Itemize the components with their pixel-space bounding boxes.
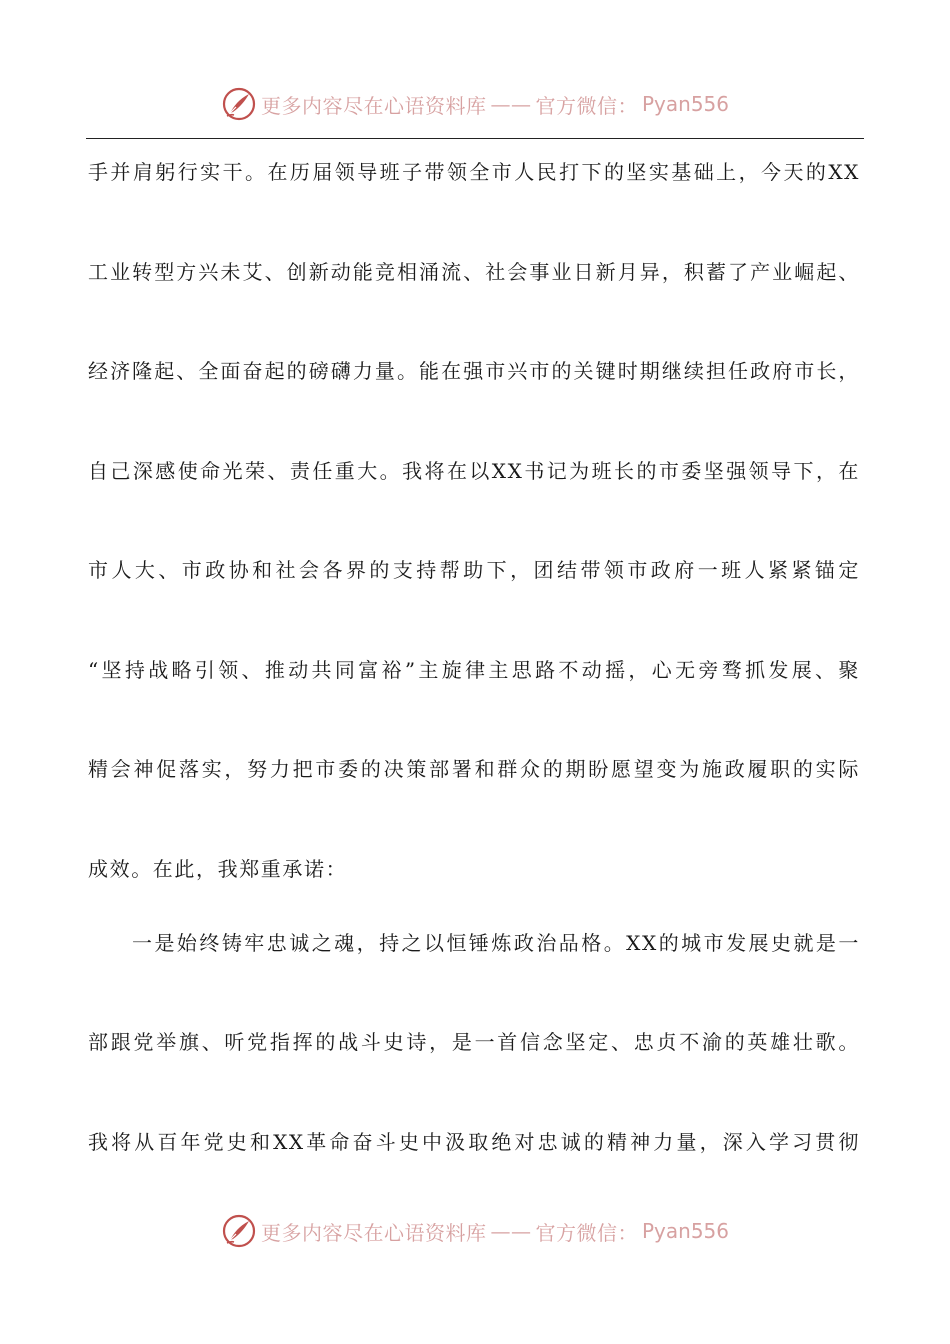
header-banner-content xyxy=(221,86,729,122)
header-banner-text: 更多内容尽在心语资料库 xyxy=(260,93,487,118)
footer-banner-wechat-label: 官方微信： xyxy=(535,1220,638,1245)
text-line: 部跟党举旗、听党指挥的战斗史诗，是一首信念坚定、忠贞不渝的英雄壮歌。 xyxy=(88,1030,860,1054)
text-line: 自己深感使命光荣、责任重大。我将在以XX书记为班长的市委坚强领导下，在 xyxy=(88,458,860,483)
footer-banner-content xyxy=(221,1213,729,1249)
quill-logo-icon xyxy=(221,1213,257,1249)
text-line: 精会神促落实，努力把市委的决策部署和群众的期盼愿望变为施政履职的实际 xyxy=(88,757,860,781)
paragraph-first-line: 一是始终铸牢忠诚之魂，持之以恒锤炼政治品格。XX的城市发展史就是一 xyxy=(132,930,860,955)
footer-banner-text: 更多内容尽在心语资料库 xyxy=(260,1220,487,1245)
footer-banner-dash: —— xyxy=(490,1219,532,1243)
text-line: 手并肩躬行实干。在历届领导班子带领全市人民打下的坚实基础上，今天的XX xyxy=(88,160,860,184)
header-banner-wechat-id: Pyan556 xyxy=(641,92,729,116)
header-banner xyxy=(0,82,950,126)
footer-banner-wechat-id: Pyan556 xyxy=(641,1219,729,1243)
text-line: 市人大、市政协和社会各界的支持帮助下，团结带领市政府一班人紧紧锚定 xyxy=(88,558,860,582)
header-divider xyxy=(86,138,864,139)
text-line: 我将从百年党史和XX革命奋斗史中汲取绝对忠诚的精神力量，深入学习贯彻 xyxy=(88,1129,860,1154)
text-line: “坚持战略引领、推动共同富裕”主旋律主思路不动摇，心无旁骛抓发展、聚 xyxy=(88,657,860,682)
header-banner-wechat-label: 官方微信： xyxy=(535,93,638,118)
text-line: 经济隆起、全面奋起的磅礴力量。能在强市兴市的关键时期继续担任政府市长， xyxy=(88,359,860,383)
document-body xyxy=(88,150,860,1219)
header-banner-dash: —— xyxy=(490,92,532,116)
text-line: 工业转型方兴未艾、创新动能竞相涌流、社会事业日新月异，积蓄了产业崛起、 xyxy=(88,259,860,284)
text-line: 成效。在此，我郑重承诺： xyxy=(88,856,348,881)
footer-banner xyxy=(0,1209,950,1253)
quill-logo-icon xyxy=(221,86,257,122)
